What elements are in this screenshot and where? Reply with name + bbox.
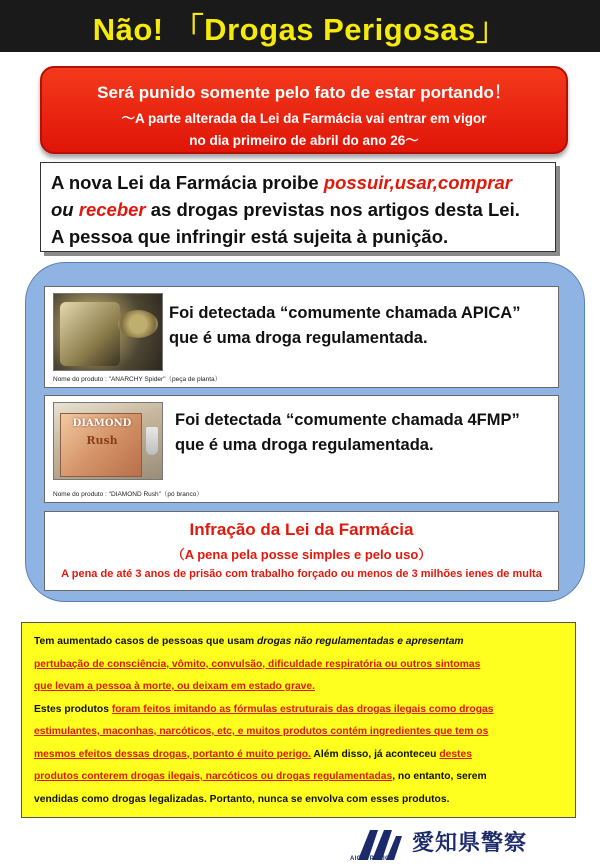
law-line-1 xyxy=(51,169,545,196)
drug-description xyxy=(175,408,520,458)
herbal-packet-image xyxy=(53,293,163,371)
notice-line xyxy=(34,744,565,767)
notice-text-italic: drogas não regulamentadas e apresentam xyxy=(257,636,464,647)
law-receber: receber xyxy=(73,199,146,220)
drug-description xyxy=(169,301,520,351)
notice-text-highlight: destes xyxy=(439,748,472,760)
law-prohibited-actions: possuir,usar,comprar xyxy=(323,172,512,193)
product-caption: Nome do produto : "DIAMOND Rush"（pó branco） xyxy=(53,491,203,498)
law-ou: ou xyxy=(51,199,74,220)
warning-line-2: 〜A parte alterada da Lei da Farmácia vai entrar em vigor xyxy=(121,111,487,126)
warning-line-1: Será punido somente pelo fato de estar portando！ xyxy=(97,83,511,102)
infraction-subtitle: （A pena pela posse simples e pelo uso） xyxy=(171,547,432,562)
infraction-box xyxy=(44,511,559,591)
warning-banner xyxy=(40,66,568,154)
notice-text-highlight: produtos conterem drogas ilegais, narcóticos ou drogas regulamentadas xyxy=(34,771,393,782)
police-name: 愛知県警察 xyxy=(412,831,528,856)
drug-description-line-1: Foi detectada “comumente chamada APICA” xyxy=(169,304,521,322)
law-line-2 xyxy=(51,196,545,223)
infraction-penalty: A pena de até 3 anos de prisão com trabalho forçado ou menos de 3 milhões ienes de multa xyxy=(61,568,542,580)
notice-text: Além disso, já aconteceu xyxy=(310,748,440,760)
packet-shape xyxy=(60,302,120,366)
drug-description-line-2: que é uma droga regulamentada. xyxy=(175,436,434,454)
notice-line xyxy=(34,654,565,677)
notice-line xyxy=(34,676,565,699)
notice-text: , no entanto, serem xyxy=(392,771,487,782)
notice-line xyxy=(34,766,565,789)
law-line-1-text: A nova Lei da Farmácia proibe xyxy=(51,172,324,193)
notice-line xyxy=(34,699,565,722)
notice-text: Estes produtos xyxy=(34,703,112,715)
vial-shape xyxy=(146,427,158,455)
title-bar xyxy=(0,0,600,52)
notice-text-highlight: pertubação de consciência, vômito, convulsão, dificuldade respiratória ou outros sintomas xyxy=(34,658,481,670)
product-caption: Nome do produto : "ANARCHY Spider"（peça de planta） xyxy=(53,376,222,383)
notice-text: Tem aumentado casos de pessoas que usam xyxy=(34,636,257,647)
drug-card-4fmp xyxy=(44,395,559,503)
packet-label-brand: DIAMOND xyxy=(72,418,132,429)
notice-box xyxy=(21,622,576,818)
notice-line xyxy=(34,631,565,654)
drug-description-line-1: Foi detectada “comumente chamada 4FMP” xyxy=(175,411,520,429)
law-line-3: A pessoa que infringir está sujeita à punição. xyxy=(51,226,449,247)
notice-line xyxy=(34,789,565,812)
notice-text: vendidas como drogas legalizadas. Portanto, nunca se envolva com esses produtos. xyxy=(34,793,450,805)
herb-pile-shape xyxy=(118,310,158,338)
warning-line-3: no dia primeiro de abril do ano 26〜 xyxy=(189,133,419,148)
powder-packet-image xyxy=(53,402,163,480)
packet-label-name: Rush xyxy=(86,434,118,447)
drug-description-line-2: que é uma droga regulamentada. xyxy=(169,329,428,347)
packet-shape xyxy=(60,413,142,477)
notice-text-highlight: que levam a pessoa à morte, ou deixam em estado grave. xyxy=(34,681,315,692)
law-statement xyxy=(40,162,556,252)
drug-card-apica xyxy=(44,286,559,388)
notice-text-highlight: estimulantes, maconhas, narcóticos, etc, e muitos produtos contém ingredientes que tem os xyxy=(34,726,489,737)
infraction-title: Infração da Lei da Farmácia xyxy=(189,520,414,539)
notice-text-highlight: foram feitos imitando as fórmulas estruturais das drogas ilegais como drogas xyxy=(111,703,494,715)
page-title: Não! 「Drogas Perigosas」 xyxy=(92,11,508,47)
notice-text-highlight: mesmos efeitos dessas drogas, portanto é muito perigo. xyxy=(34,748,311,760)
law-line-2-text: as drogas previstas nos artigos desta Lei. xyxy=(145,199,520,220)
police-subtitle: AICHI POLICE xyxy=(350,856,394,862)
notice-line xyxy=(34,721,565,744)
